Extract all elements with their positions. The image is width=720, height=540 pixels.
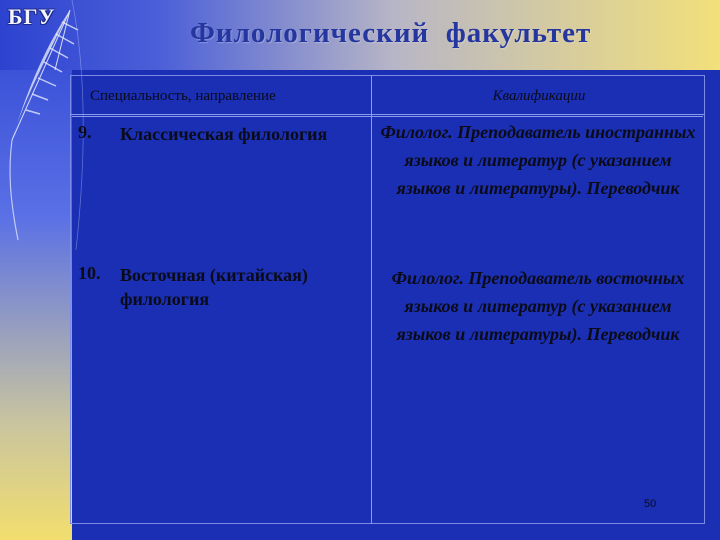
row-specialty-name: Восточная (китайская) филология bbox=[120, 265, 308, 309]
university-logo: БГУ bbox=[8, 4, 56, 29]
row-number: 9. bbox=[78, 122, 92, 142]
column-header-specialty: Специальность, направление bbox=[90, 88, 276, 104]
column-header-qualification: Квалификации bbox=[492, 88, 586, 104]
table-header-divider-inner bbox=[72, 116, 703, 117]
page-title: Филологический факультет bbox=[190, 17, 592, 49]
row-specialty-name: Классическая филология bbox=[120, 124, 328, 144]
row-number: 10. bbox=[78, 263, 101, 283]
table-column-divider bbox=[371, 75, 372, 524]
page-number: 50 bbox=[644, 498, 657, 510]
row-qualification: Филолог. Преподаватель иностранных языков и литератур (с указанием языков и литературы). Переводчик bbox=[380, 122, 696, 198]
table-header-divider bbox=[70, 114, 705, 115]
row-qualification: Филолог. Преподаватель восточных языков и литератур (с указанием языков и литературы). Переводчик bbox=[391, 268, 685, 344]
